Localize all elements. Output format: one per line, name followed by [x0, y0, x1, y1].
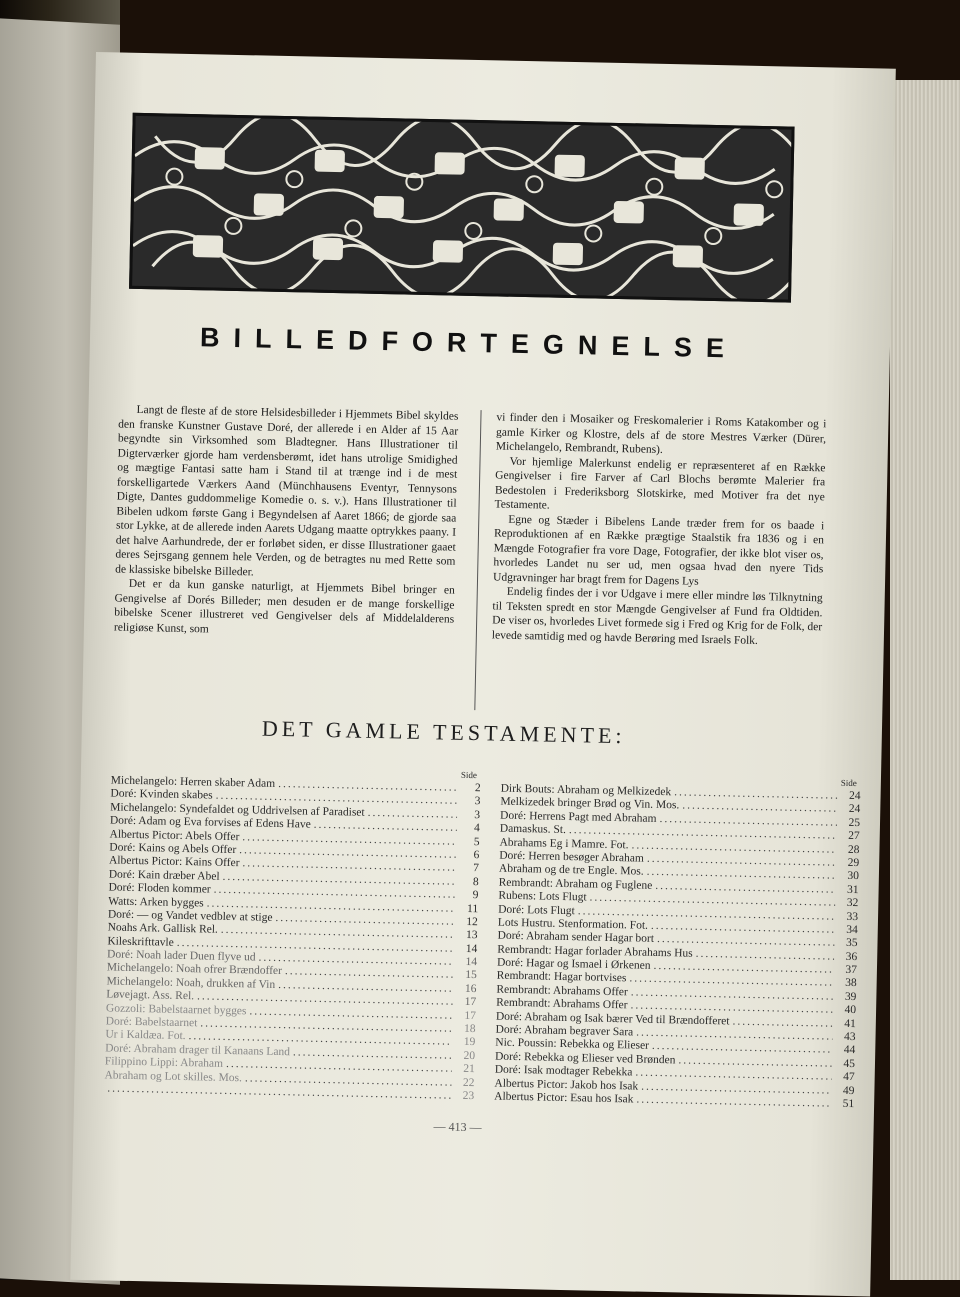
toc-page-number: 37: [845, 963, 858, 977]
intro-right-column: [492, 410, 827, 649]
toc-page-number: 6: [473, 849, 480, 862]
ornamental-banner: [129, 113, 795, 303]
toc-page-number: 17: [464, 1009, 477, 1022]
toc-entry-title: Watts: Arken bygges: [108, 894, 204, 909]
toc-page-number: 39: [844, 990, 857, 1003]
page-number: — 413 —: [433, 1119, 482, 1135]
toc-page-number: 19: [463, 1036, 476, 1049]
toc-page-number: 49: [842, 1084, 855, 1097]
toc-entry-title: Doré: Adam og Eva forvises af Edens Have: [109, 814, 311, 831]
toc-entry-title: Doré: Kvinden skabes: [110, 787, 213, 802]
toc-entry-title: Michelangelo: Noah, drukken af Vin: [106, 975, 276, 991]
toc-page-number: 45: [843, 1057, 856, 1070]
toc-page-number: 43: [843, 1030, 856, 1044]
toc-page-number: 3: [474, 808, 481, 821]
intro-left-column: [114, 403, 459, 642]
toc-page-number: 34: [846, 923, 858, 937]
intro-paragraph: Vor hjemlige Malerkunst endelig er repræsenteret af en Række Gengivelser i fire Farver af Carl Blochs berømte Malerier fra Bedestolen i Frederiksborg Slotskirke, med Motiver fra det nye Testamente.: [494, 455, 826, 512]
toc-page-number: 23: [462, 1089, 475, 1103]
toc-page-number: 3: [474, 795, 481, 808]
toc-page-number: 30: [847, 870, 860, 883]
toc-page-number: 17: [464, 996, 477, 1009]
toc-page-number: 22: [462, 1076, 475, 1089]
toc-entry-title: Rembrandt: Abraham og Fuglene: [498, 876, 653, 892]
section-title: DET GAMLE TESTAMENTE:: [261, 715, 626, 749]
toc-entry-title: Doré: Abraham begraver Sara: [495, 1023, 634, 1039]
toc-entry-title: Rembrandt: Abrahams Offer: [496, 996, 628, 1012]
toc-entry-title: Rembrandt: Abrahams Offer: [496, 983, 628, 999]
toc-page-number: 7: [473, 862, 480, 875]
column-divider: [474, 410, 481, 710]
toc-page-number: 44: [843, 1044, 856, 1057]
side-column-header: Side: [840, 777, 857, 789]
toc-entry-title: Michelangelo: Syndefaldet og Uddrivelsen af Paradiset: [110, 801, 365, 819]
toc-entry-title: Rembrandt: Hagar bortvises: [496, 970, 627, 985]
intro-paragraph: vi finder den i Mosaiker og Freskomalerier i Roms Katakomber og i gamle Kirker og Klostre, dels af de store Mestres Værker (Dürer, Michelangelo, Rembrandt, Rubens).: [495, 411, 827, 456]
toc-page-number: 31: [846, 883, 859, 896]
toc-right-rows: [494, 783, 861, 1112]
toc-entry-title: Doré: Abraham og Isak bærer Ved til Brændofferet: [495, 1010, 730, 1028]
toc-entry-title: Abraham og de tre Engle. Mos.: [498, 862, 644, 878]
toc-entry-title: Damaskus. St.: [499, 822, 567, 837]
toc-entry-title: Albertus Pictor: Esau hos Isak: [494, 1090, 634, 1106]
toc-entry-title: Doré: Rebekka og Elieser ved Brønden: [494, 1050, 676, 1067]
toc-entry-title: Doré: Isak modtager Rebekka: [494, 1063, 633, 1079]
ornament-pattern: [132, 116, 791, 300]
toc-entry-title: Filippino Lippi: Abraham: [104, 1055, 224, 1071]
toc-entry-title: Gozzoli: Babelstaarnet bygges: [105, 1002, 247, 1018]
toc-entry-title: Doré: Kains og Abels Offer: [109, 841, 237, 857]
toc-entry-title: Albertus Pictor: Jakob hos Isak: [494, 1077, 639, 1093]
toc-page-number: 4: [473, 822, 480, 835]
toc-page-number: 24: [848, 803, 861, 816]
toc-entry-title: Doré: Herren besøger Abraham: [499, 849, 645, 865]
page-title: BILLEDFORTEGNELSE: [199, 322, 739, 364]
toc-entry-title: Doré: Floden kommer: [108, 881, 211, 896]
toc-page-number: 25: [848, 816, 861, 829]
toc-page-number: 14: [465, 942, 478, 955]
toc-entry-title: Doré: Kain dræber Abel: [108, 868, 220, 883]
toc-page-number: 14: [465, 956, 478, 969]
toc-entry-title: Løvejagt. Ass. Rel.: [106, 988, 195, 1003]
toc-leader-dots: [636, 1094, 831, 1111]
toc-entry-title: Noahs Ark. Gallisk Rel.: [107, 921, 218, 937]
toc-page-number: 33: [846, 910, 859, 923]
toc-page-number: 15: [465, 969, 477, 982]
intro-paragraph: Endelig findes der i vor Udgave i mere eller mindre løs Tilknytning til Teksten spredt en stor Mængde Gengivelser af Fund fra Oldtiden. De viser os, hvorledes Livet formede sig i Fred og Krig for de Folk, der levede samtidig med og havde Berøring med Israels Folk.: [491, 585, 823, 647]
toc-page-number: 41: [844, 1017, 856, 1030]
toc-entry-title: Doré: Abraham sender Hagar bort: [497, 929, 655, 946]
intro-paragraph: Det er da kun ganske naturligt, at Hjemmets Bibel bringer en Gengivelse af Dorés Billeder; men desuden er de mange forskellige bibelske Scener illustreret ved Gengivelser dels af Middelalderens religiøse Kunst, som: [113, 577, 455, 635]
toc-page-number: 20: [463, 1049, 476, 1062]
toc-entry-title: Nic. Poussin: Rebekka og Elieser: [495, 1037, 650, 1053]
toc-page-number: 18: [463, 1022, 476, 1036]
toc-entry-title: Dirk Bouts: Abraham og Melkizedek: [500, 782, 672, 799]
page-content: [104, 113, 865, 1135]
toc-left-column: [104, 762, 481, 1103]
toc-entry-title: Abraham og Lot skilles. Mos.: [104, 1068, 243, 1084]
toc-page-number: 28: [847, 843, 860, 856]
toc-page-number: 35: [845, 937, 858, 950]
toc-entry-title: Albertus Pictor: Abels Offer: [109, 828, 240, 843]
toc-page-number: 40: [844, 1004, 857, 1017]
toc-page-number: 51: [842, 1097, 855, 1111]
toc-page-number: 12: [466, 915, 478, 929]
toc-entry-title: Doré: — og Vandet vedblev at stige: [107, 908, 273, 924]
toc-page-number: 8: [472, 875, 479, 888]
toc-left-rows: [104, 774, 481, 1103]
toc-entry-title: Doré: Noah lader Duen flyve ud: [106, 948, 256, 964]
toc-entry-title: Doré: Lots Flugt: [498, 903, 575, 917]
toc-page-number: 32: [846, 897, 859, 910]
toc-entry-title: Ur i Kaldæa. Fot.: [105, 1028, 186, 1043]
toc-page-number: 27: [848, 830, 860, 843]
toc-entry-title: Doré: Abraham drager til Kanaans Land: [105, 1042, 291, 1059]
intro-paragraph: Egne og Stæder i Bibelens Lande træder frem for os baade i Reproduktionen af en Række prægtige Staalstik fra 1836 og i en Mængde Fotografier fra vore Dage, Fotografier, der ikke blot viser os, hvorledes Landet nu ser ud, men ogsaa hvad den nyere Tids Udgravninger har bragt frem for Dagens Lys: [492, 513, 825, 588]
toc-entry-title: Doré: Herrens Pagt med Abraham: [499, 809, 657, 825]
toc-entry-title: Michelangelo: Noah ofrer Brændoffer: [106, 961, 283, 978]
side-column-header: Side: [460, 769, 478, 781]
toc-page-number: 24: [848, 789, 861, 803]
page-stack-edges: [890, 80, 960, 1280]
toc-entry-title: Rembrandt: Hagar forlader Abrahams Hus: [497, 943, 693, 960]
toc-entry-title: Lots Hustru. Stenformation. Fot.: [497, 916, 649, 932]
toc-page-number: 2: [474, 782, 481, 795]
toc-right-column: [494, 771, 861, 1112]
book-page: [70, 52, 896, 1296]
toc-page-number: 13: [465, 929, 478, 942]
toc-entry-title: Michelangelo: Herren skaber Adam: [110, 774, 276, 790]
toc-entry-title: Kileskrifttavle: [107, 935, 174, 949]
toc-entry-title: Melkizedek bringer Brød og Vin. Mos.: [500, 796, 680, 812]
toc-entry-title: Rubens: Lots Flugt: [498, 889, 587, 904]
toc-entry-title: Doré: Babelstaarnet: [105, 1015, 198, 1030]
toc-page-number: 47: [843, 1071, 855, 1084]
intro-paragraph: Langt de fleste af de store Helsidesbilleder i Hjemmets Bibel skyldes den franske Kunstner Gustave Doré, der allerede i en Alder af 15 Aar begyndte sin Virksomhed som Bladtegner. Hans Illustrationer til Digterværker gjorde ham verdensberømt, idet hans utrolige Smidighed og mægtige Fantasi satte ham i Stand til at trænge ind i de mest forskelligartede Værkers Aand (Münchhausens Eventyr, Tennysons Digte, Dantes guddommelige Komedie o. s. v.). Hans Illustrationer til Bibelen udkom første Gang i Begyndelsen af Aaret 1866; de gjorde saa stor Lykke, at de allerede inden Aarets Udgang maatte optrykkes paany. I det halve Aarhundrede, der er forløbet siden, er disse Illustrationer gaaet deres Sejrsgang gennem hele Verden, og de betragtes nu med Rette som de klassiske bibelske Billeder.: [115, 403, 459, 578]
toc-page-number: 9: [472, 889, 479, 902]
toc-page-number: 36: [845, 950, 858, 963]
toc-page-number: 11: [466, 902, 479, 915]
toc-entry-title: Albertus Pictor: Kains Offer: [108, 854, 240, 870]
toc-entry-title: Doré: Hagar og Ismael i Ørkenen: [496, 956, 651, 972]
toc-page-number: 16: [464, 982, 477, 996]
toc-page-number: 29: [847, 856, 860, 870]
toc-entry-title: Abrahams Eg i Mamre. Fot.: [499, 836, 629, 851]
toc-page-number: 38: [845, 977, 857, 990]
toc-page-number: 21: [463, 1063, 475, 1076]
toc-page-number: 5: [473, 835, 480, 848]
